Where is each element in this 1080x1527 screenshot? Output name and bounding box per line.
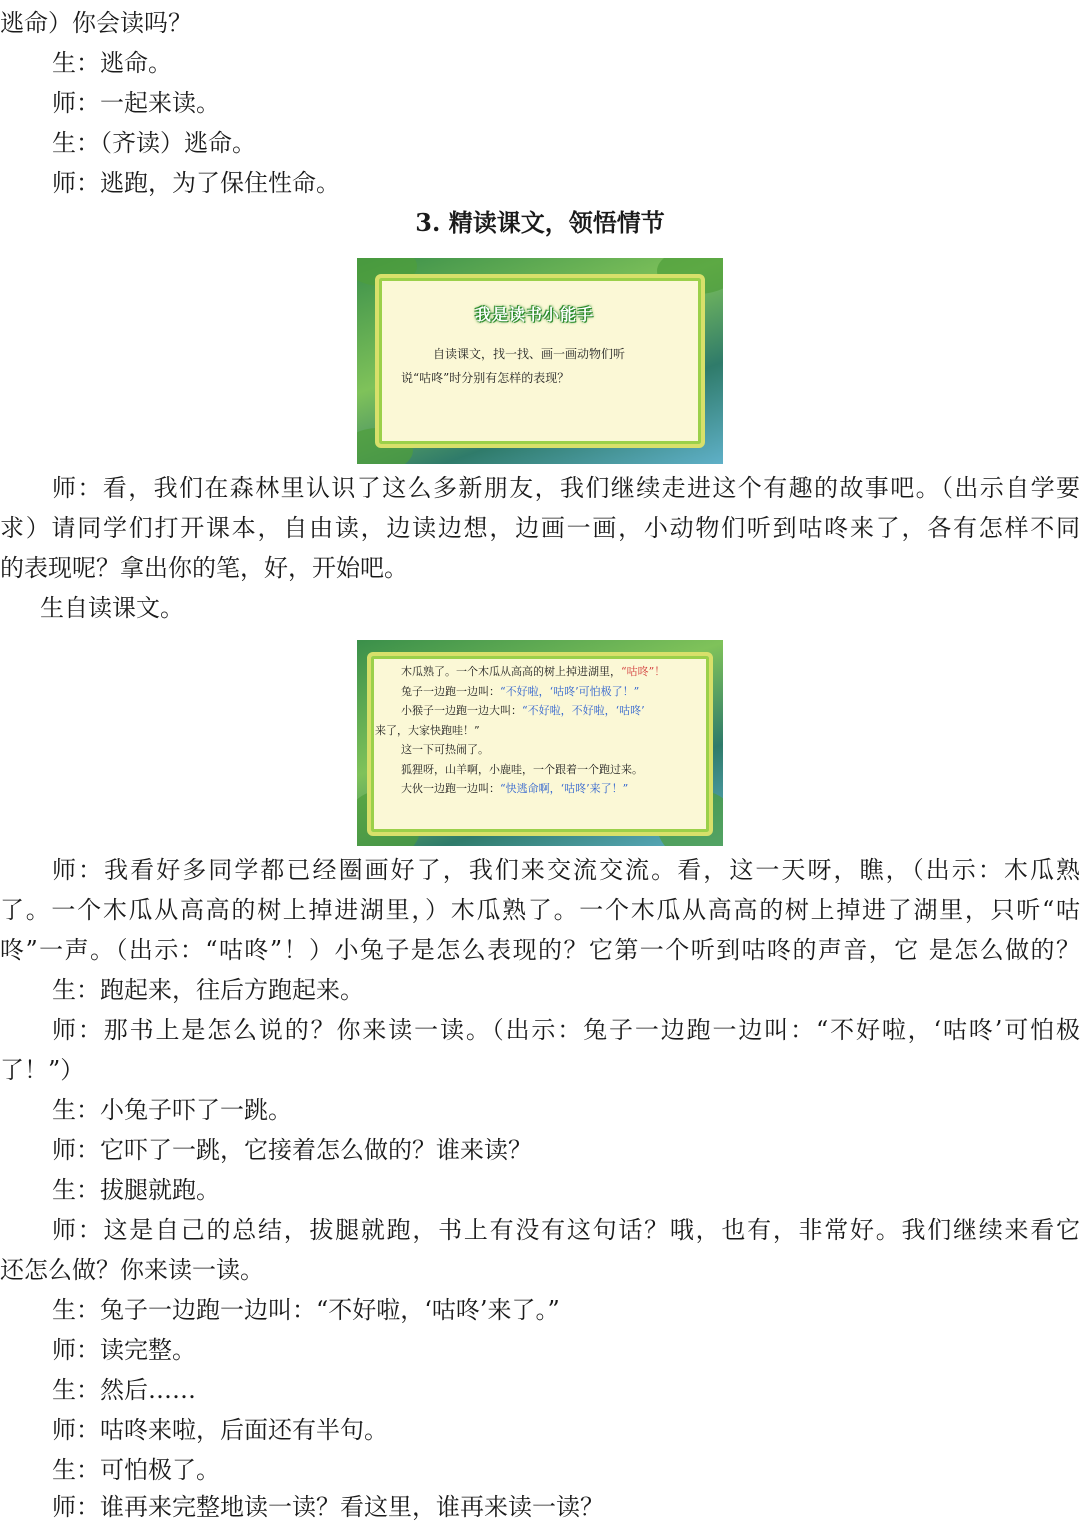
text-line: 求）请同学们打开课本，自由读，边读边想，边画一画，小动物们听到咕咚来了，各有怎样不同 — [0, 514, 1080, 542]
text-line: 生：然后…… — [52, 1376, 196, 1404]
slide-card — [375, 274, 705, 448]
slide-text: 来了，大家快跑哇！” — [375, 723, 480, 737]
slide-text: 这一下可热闹了。 — [401, 743, 489, 756]
slide-text: 木瓜熟了。一个木瓜从高高的树上掉进湖里，“咕咚”！ — [401, 665, 666, 678]
text-line: 师：这是自己的总结，拔腿就跑，书上有没有这句话？哦，也有，非常好。我们继续来看它 — [52, 1216, 1080, 1244]
slide-card — [367, 652, 713, 836]
slide-text: 狐狸呀，山羊啊，小鹿哇，一个跟着一个跑过来。 — [401, 762, 643, 776]
slide-text: 自读课文，找一找、画一画动物们听 — [433, 347, 626, 361]
text-line: 生：可怕极了。 — [52, 1456, 220, 1484]
slide-text: 说“咕咚”时分别有怎样的表现？ — [401, 371, 570, 385]
text-line: 生自读课文。 — [40, 594, 184, 622]
text-line: 生：跑起来，往后方跑起来。 — [52, 976, 364, 1004]
text-line: 生：小兔子吓了一跳。 — [52, 1096, 292, 1124]
text-line: 师：谁再来完整地读一读？看这里，谁再来读一读？ — [52, 1493, 604, 1521]
text-line: 了！”） — [0, 1056, 85, 1084]
text-line: 师：咕咚来啦，后面还有半句。 — [52, 1416, 388, 1444]
text-line: 师：读完整。 — [52, 1336, 196, 1364]
slide-image-story-text — [357, 640, 723, 846]
slide-text: 大伙一边跑一边叫：“快逃命啊，‘咕咚’来了！” — [401, 782, 629, 795]
text-line: 生：逃命。 — [52, 49, 172, 77]
slide-text: 小猴子一边跑一边大叫：“不好啦，不好啦，‘咕咚’ — [401, 704, 645, 717]
text-line: 师：看，我们在森林里认识了这么多新朋友，我们继续走进这个有趣的故事吧。（出示自学要 — [52, 474, 1080, 502]
text-line: 还怎么做？你来读一读。 — [0, 1256, 264, 1284]
section-heading: 3. 精读课文，领悟情节 — [415, 208, 665, 237]
text-line: 逃命）你会读吗？ — [0, 9, 192, 37]
text-line: 生：拔腿就跑。 — [52, 1176, 220, 1204]
text-line: 师：逃跑，为了保住性命。 — [52, 169, 340, 197]
text-line: 师：那书上是怎么说的？你来读一读。（出示：兔子一边跑一边叫：“不好啦，‘咕咚’可怕极 — [52, 1016, 1080, 1044]
text-line: 的表现呢？拿出你的笔，好，开始吧。 — [0, 554, 408, 582]
text-line: 师：一起来读。 — [52, 89, 220, 117]
slide-image-reading-task — [357, 258, 723, 464]
text-line: 师：它吓了一跳，它接着怎么做的？谁来读？ — [52, 1136, 532, 1164]
text-line: 师：我看好多同学都已经圈画好了，我们来交流交流。看，这一天呀，瞧，（出示：木瓜熟 — [52, 856, 1080, 884]
slide-badge: 我是读书小能手 — [475, 305, 595, 324]
text-line: 咚”一声。（出示：“咕咚”！）小兔子是怎么表现的？它第一个听到咕咚的声音，它 是怎么做的？ — [0, 936, 1080, 964]
text-line: 了。一个木瓜从高高的树上掉进湖里，）木瓜熟了。一个木瓜从高高的树上掉进了湖里，只听“咕 — [0, 896, 1080, 924]
slide-text: 兔子一边跑一边叫：“不好啦，‘咕咚’可怕极了！” — [401, 684, 640, 698]
text-line: 生：兔子一边跑一边叫：“不好啦，‘咕咚’来了。” — [52, 1296, 560, 1324]
text-line: 生：（齐读）逃命。 — [52, 129, 256, 157]
